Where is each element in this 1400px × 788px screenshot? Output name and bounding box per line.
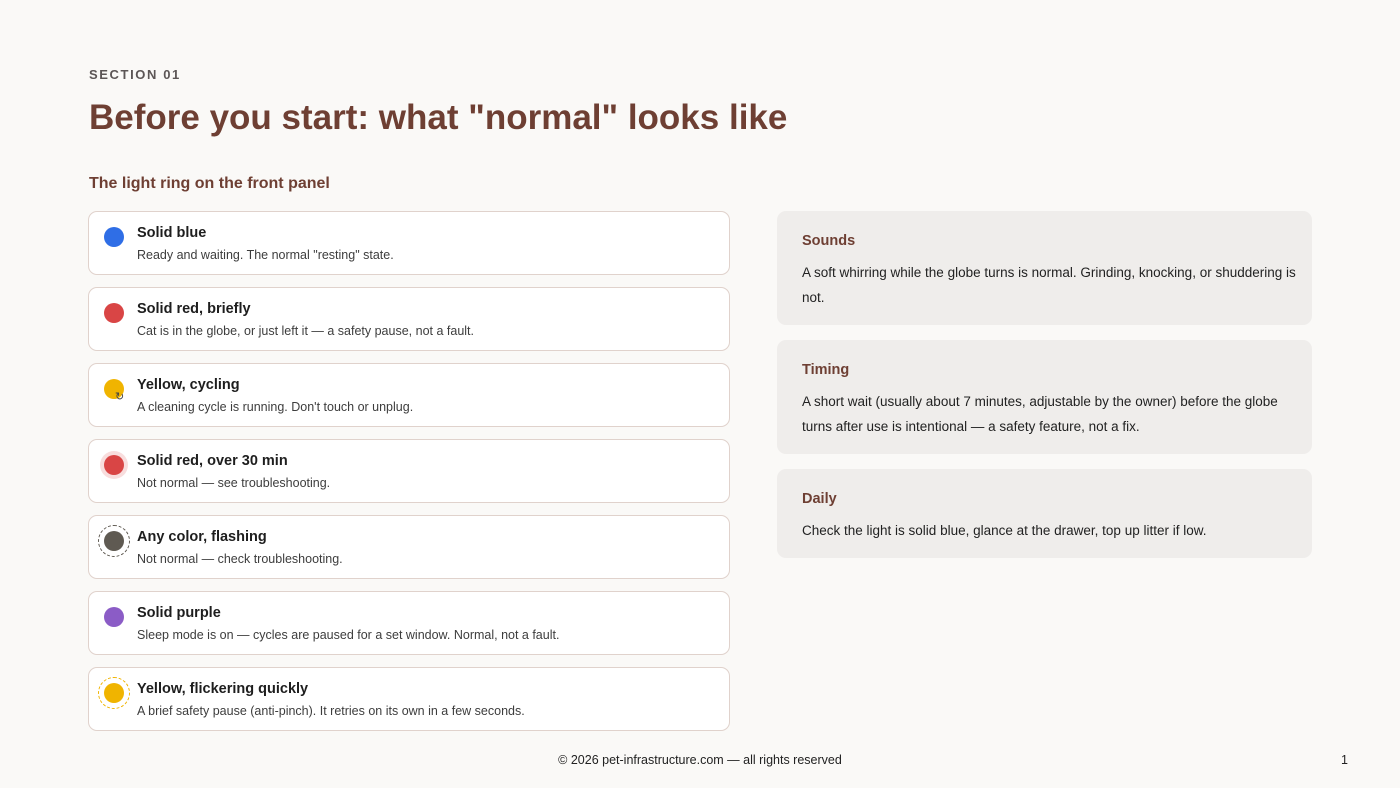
info-card-text: A soft whirring while the globe turns is normal. Grinding, knocking, or shuddering is not. <box>802 265 1296 305</box>
light-state-card-solid-blue <box>88 211 730 275</box>
state-name: Any color, flashing <box>137 529 267 545</box>
page-number: 1 <box>1341 753 1348 767</box>
state-description: A cleaning cycle is running. Don't touch or unplug. <box>137 400 414 414</box>
info-card-title: Daily <box>802 491 837 507</box>
red-dot-icon <box>104 303 124 323</box>
blue-dot-icon <box>104 227 124 247</box>
page-title: Before you start: what "normal" looks like <box>89 98 788 137</box>
state-description: Ready and waiting. The normal "resting" state. <box>137 248 394 262</box>
state-description: Sleep mode is on — cycles are paused for a set window. Normal, not a fault. <box>137 628 560 642</box>
yellow-dot-icon <box>104 683 124 703</box>
purple-dot-icon <box>104 607 124 627</box>
light-state-card-solid-red-over-30-min <box>88 439 730 503</box>
info-card-daily <box>777 469 1312 558</box>
state-name: Yellow, flickering quickly <box>137 681 309 697</box>
section-label: SECTION 01 <box>89 67 181 82</box>
state-name: Solid blue <box>137 225 207 241</box>
info-card-timing <box>777 340 1312 454</box>
gray-dot-icon <box>104 531 124 551</box>
state-description: Not normal — see troubleshooting. <box>137 476 331 490</box>
info-card-title: Timing <box>802 362 850 378</box>
state-name: Solid red, over 30 min <box>137 453 288 469</box>
light-state-card-yellow-cycling <box>88 363 730 427</box>
state-description: Not normal — check troubleshooting. <box>137 552 343 566</box>
red-dot-icon <box>104 455 124 475</box>
light-state-card-yellow-flickering <box>88 667 730 731</box>
state-description: A brief safety pause (anti-pinch). It retries on its own in a few seconds. <box>137 704 525 718</box>
light-state-card-solid-purple <box>88 591 730 655</box>
cycle-arrow-icon: ↻ <box>115 391 125 403</box>
state-name: Solid purple <box>137 605 221 621</box>
state-name: Yellow, cycling <box>137 377 240 393</box>
info-card-sounds <box>777 211 1312 325</box>
info-card-text: Check the light is solid blue, glance at the drawer, top up litter if low. <box>802 523 1207 538</box>
info-card-text: A short wait (usually about 7 minutes, adjustable by the owner) before the globe turns after use is intentional — a safety feature, not a fix. <box>802 394 1278 434</box>
light-state-card-any-color-flashing <box>88 515 730 579</box>
footer-copyright: © 2026 pet-infrastructure.com — all rights reserved <box>558 753 842 767</box>
info-card-title: Sounds <box>802 233 856 249</box>
light-ring-heading: The light ring on the front panel <box>89 175 330 192</box>
light-state-card-solid-red-briefly <box>88 287 730 351</box>
state-name: Solid red, briefly <box>137 301 251 317</box>
state-description: Cat is in the globe, or just left it — a safety pause, not a fault. <box>137 324 474 338</box>
